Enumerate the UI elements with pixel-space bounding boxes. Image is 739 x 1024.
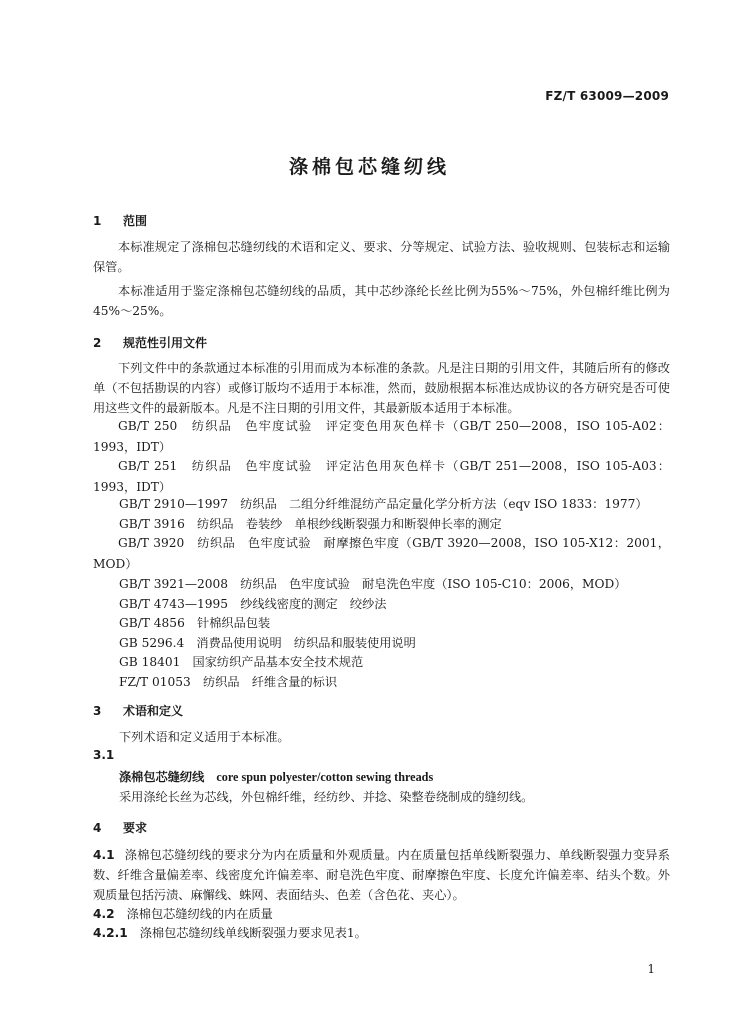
term-entry: [119, 768, 433, 785]
section-1-paragraph-2: 本标准适用于鉴定涤棉包芯缝纫线的品质，其中芯纱涤纶长丝比例为55%～75%，外包棉纤维比例为45%～25%。: [93, 284, 670, 318]
clause-text: 涤棉包芯缝纫线的要求分为内在质量和外观质量。内在质量包括单线断裂强力、单线断裂强力变异系数、纤维含量偏差率、线密度允许偏差率、耐皂洗色牢度、耐摩擦色牢度、长度允许偏差率、结头个数。外观质量包括污渍、麻懈线、蛛网、表面结头、色差（含色花、夹心）。: [93, 848, 670, 902]
term-definition: 采用涤纶长丝为芯线，外包棉纤维，经纺纱、并捻、染整卷绕制成的缝纫线。: [119, 790, 534, 804]
reference-item: GB/T 4856 针棉织品包装: [119, 616, 271, 630]
clause-number: 4.1: [93, 848, 115, 862]
reference-item: GB 18401 国家纺织产品基本安全技术规范: [119, 655, 364, 669]
clause-text: 涤棉包芯缝纫线单线断裂强力要求见表1。: [139, 926, 367, 940]
reference-item: GB/T 3916 纺织品 卷装纱 单根纱线断裂强力和断裂伸长率的测定: [119, 517, 502, 531]
standard-number: FZ/T 63009—2009: [545, 89, 669, 103]
clause-number: 4.2.1: [93, 926, 128, 940]
reference-item: GB 5296.4 消费品使用说明 纺织品和服装使用说明: [119, 636, 416, 650]
reference-item: GB/T 3920 纺织品 色牢度试验 耐摩擦色牢度（GB/T 3920—2008，ISO 105-X12：2001，MOD）: [93, 536, 670, 571]
term-number: 3.1: [93, 748, 115, 762]
section-title: 规范性引用文件: [123, 336, 208, 350]
section-2-heading: [93, 334, 207, 351]
document-title: 涤棉包芯缝纫线: [288, 156, 450, 178]
clause-4-2-1: [93, 924, 367, 941]
term-english: core spun polyester/cotton sewing threads: [216, 770, 434, 784]
section-2-intro: 下列文件中的条款通过本标准的引用而成为本标准的条款。凡是注日期的引用文件，其随后所有的修改单（不包括勘误的内容）或修订版均不适用于本标准，然而，鼓励根据本标准达成协议的各方研究是否可使用这些文件的最新版本。凡是不注日期的引用文件，其最新版本适用于本标准。: [93, 361, 670, 415]
page-number: 1: [647, 962, 655, 976]
section-title: 要求: [123, 821, 148, 835]
section-1-heading: [93, 212, 147, 229]
reference-item: GB/T 4743—1995 纱线线密度的测定 绞纱法: [119, 597, 387, 611]
section-number: 1: [93, 214, 102, 228]
clause-4-2: [93, 905, 273, 922]
reference-item: FZ/T 01053 纺织品 纤维含量的标识: [119, 675, 338, 689]
section-title: 术语和定义: [123, 704, 184, 718]
section-3-heading: [93, 702, 183, 719]
reference-item: GB/T 251 纺织品 色牢度试验 评定沾色用灰色样卡（GB/T 251—2008，ISO 105-A03：1993，IDT）: [93, 459, 670, 494]
clause-number: 4.2: [93, 907, 115, 921]
clause-4-1: [93, 845, 670, 905]
section-4-heading: [93, 819, 147, 836]
term-chinese: 涤棉包芯缝纫线: [119, 770, 205, 784]
clause-text: 涤棉包芯缝纫线的内在质量: [126, 907, 273, 921]
reference-item: GB/T 3921—2008 纺织品 色牢度试验 耐皂洗色牢度（ISO 105-C10：2006，MOD）: [119, 577, 627, 591]
section-title: 范围: [123, 214, 148, 228]
reference-item: GB/T 250 纺织品 色牢度试验 评定变色用灰色样卡（GB/T 250—2008，ISO 105-A02：1993，IDT）: [93, 419, 670, 454]
reference-item: GB/T 2910—1997 纺织品 二组分纤维混纺产品定量化学分析方法（eqv ISO 1833：1977）: [119, 497, 648, 511]
section-3-intro: 下列术语和定义适用于本标准。: [119, 730, 290, 744]
section-number: 3: [93, 704, 102, 718]
section-number: 2: [93, 336, 102, 350]
section-1-paragraph-1: 本标准规定了涤棉包芯缝纫线的术语和定义、要求、分等规定、试验方法、验收规则、包装标志和运输保管。: [93, 240, 670, 274]
section-number: 4: [93, 821, 102, 835]
